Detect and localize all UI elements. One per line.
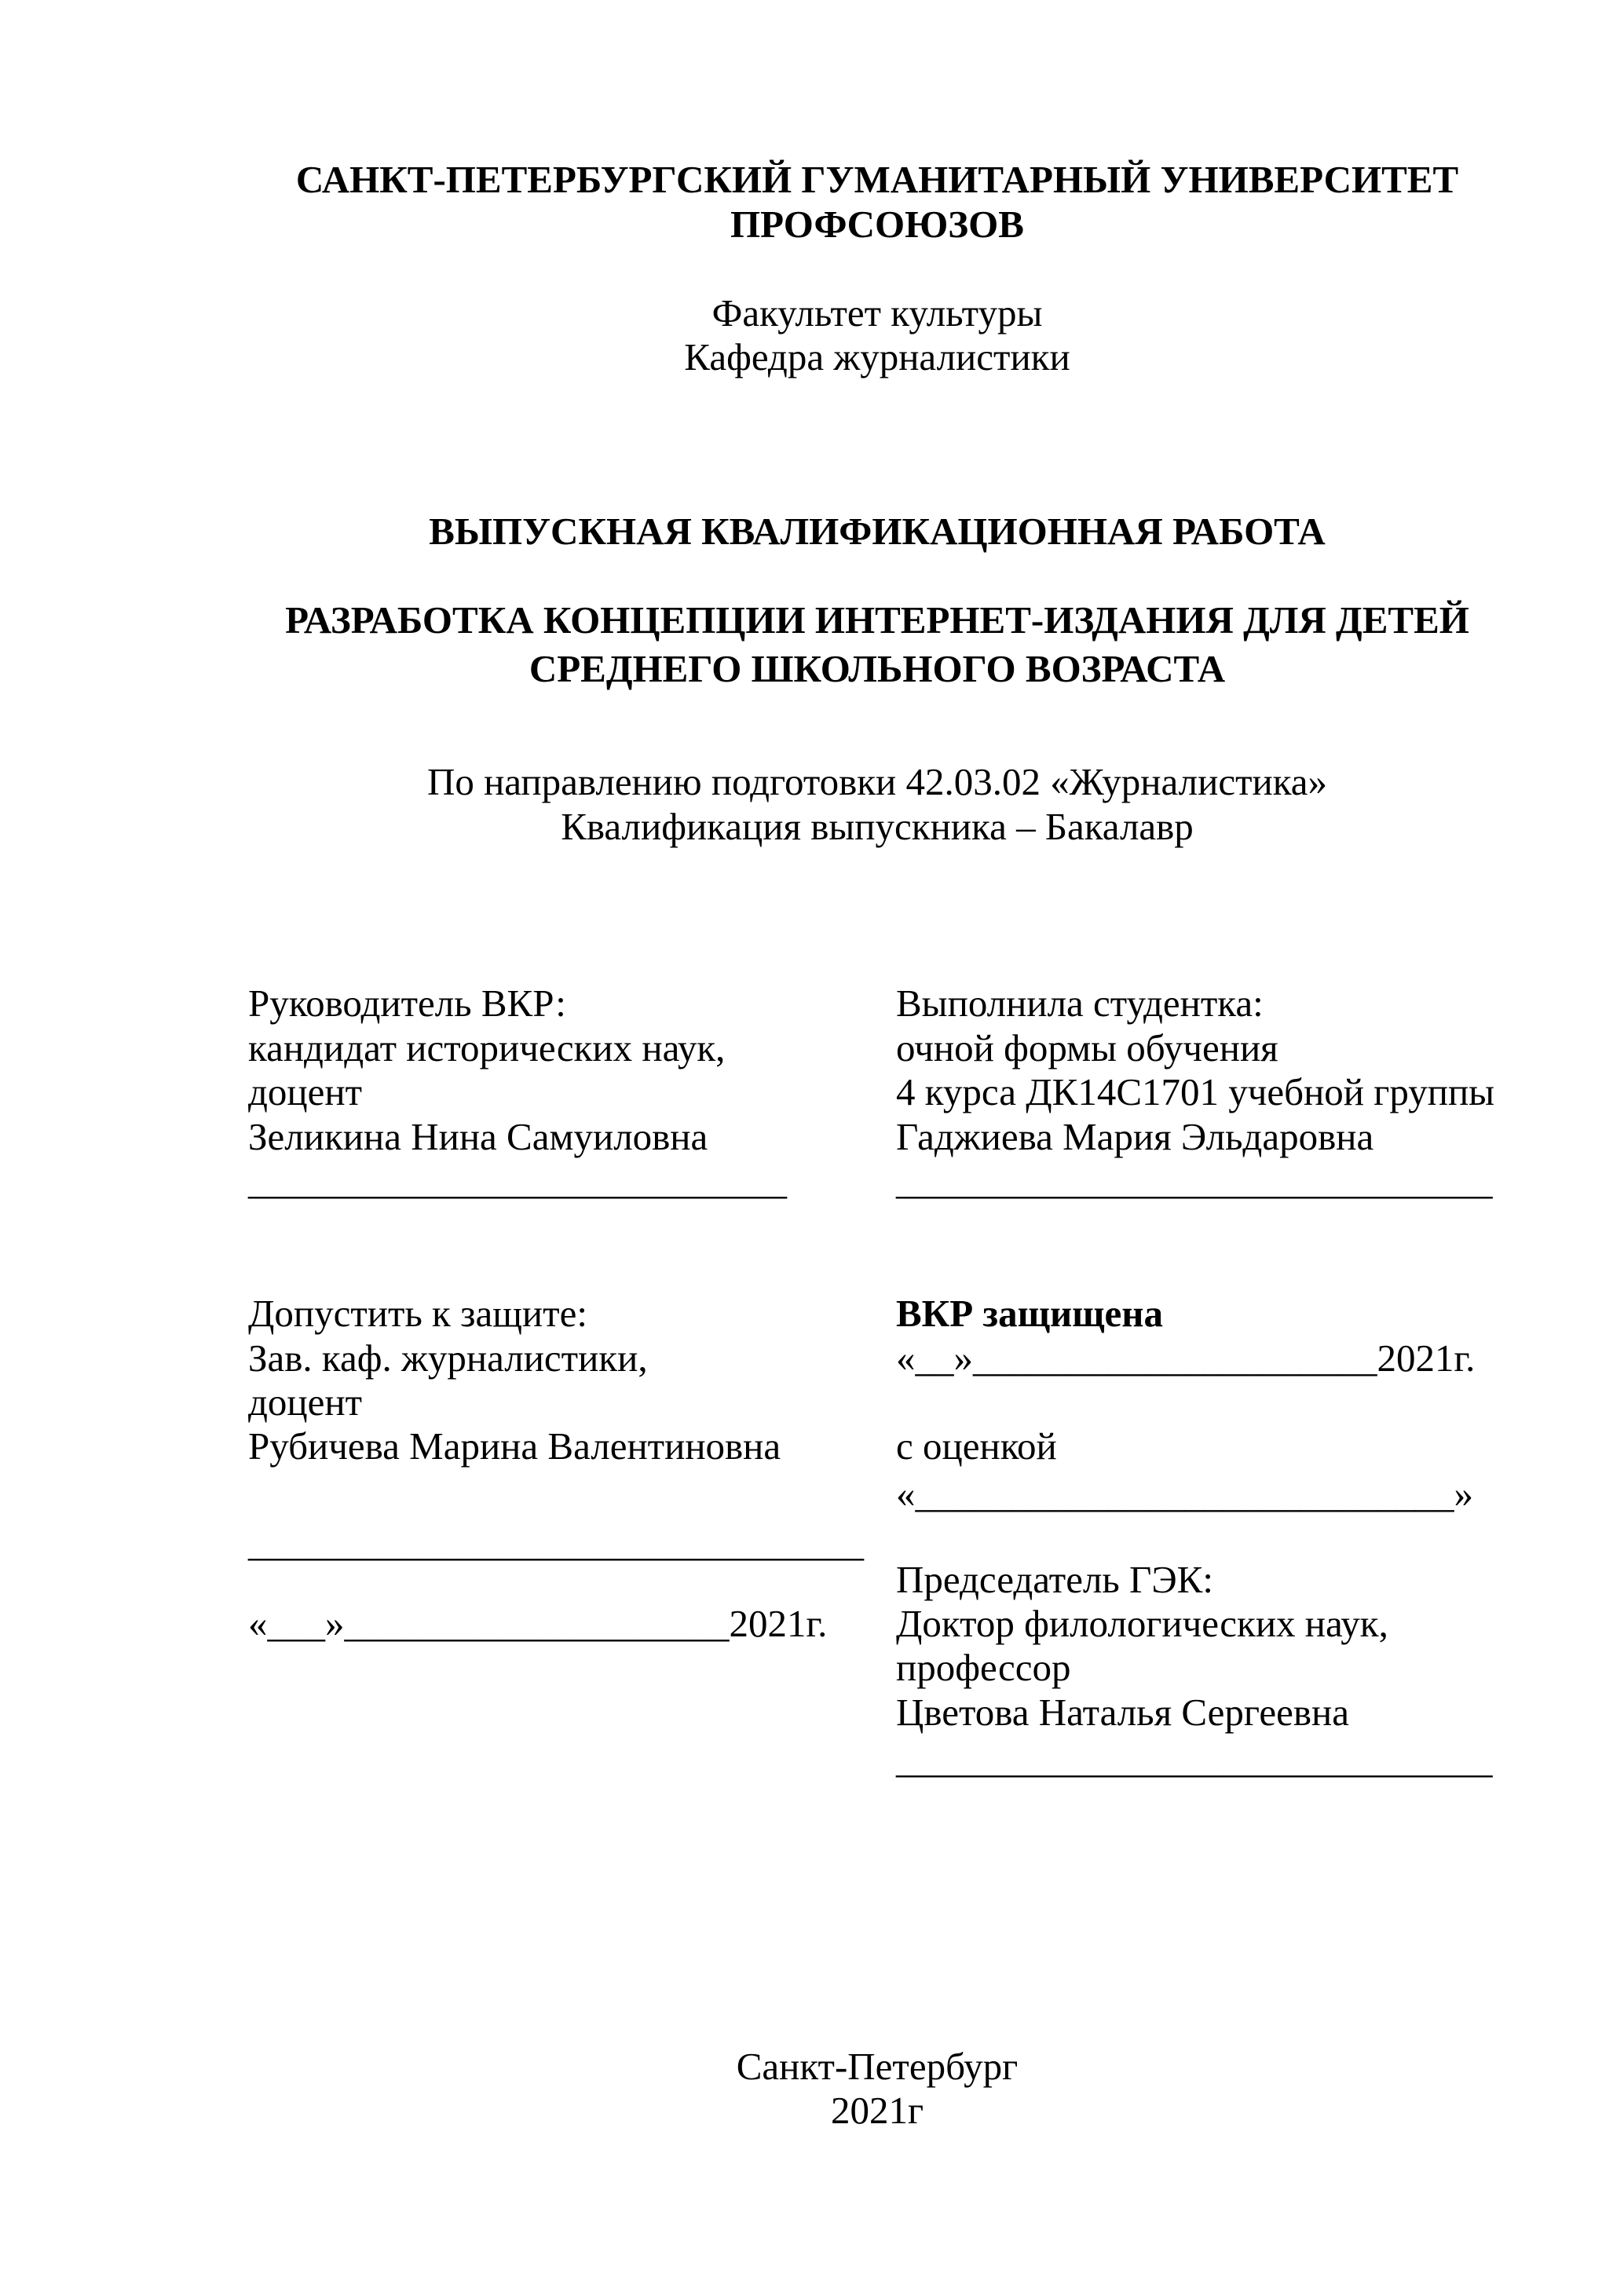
admission-name: Рубичева Марина Валентиновна	[248, 1424, 781, 1468]
admission-signature-line: ________________________________	[248, 1521, 864, 1564]
defense-date-line: «__»_____________________2021г.	[896, 1336, 1476, 1380]
grade-label: с оценкой	[896, 1424, 1057, 1468]
chair-label: Председатель ГЭК:	[896, 1558, 1213, 1601]
work-type: ВЫПУСКНАЯ КВАЛИФИКАЦИОННАЯ РАБОТА	[429, 510, 1326, 553]
student-name: Гаджиева Мария Эльдаровна	[896, 1115, 1374, 1158]
supervisor-signature-line: ____________________________	[248, 1159, 787, 1202]
chair-name: Цветова Наталья Сергеевна	[896, 1691, 1349, 1734]
supervisor-label: Руководитель ВКР:	[248, 982, 566, 1025]
study-direction: По направлению подготовки 42.03.02 «Журналистика»	[426, 760, 1328, 803]
year: 2021г	[830, 2089, 924, 2132]
chair-rank: профессор	[896, 1646, 1071, 1689]
admission-rank: доцент	[248, 1380, 363, 1424]
topic-line2: СРЕДНЕГО ШКОЛЬНОГО ВОЗРАСТА	[529, 647, 1226, 690]
grade-line: «____________________________»	[896, 1472, 1473, 1515]
department: Кафедра журналистики	[684, 335, 1070, 378]
topic-line1: РАЗРАБОТКА КОНЦЕПЦИИ ИНТЕРНЕТ-ИЗДАНИЯ ДЛЯ ДЕТЕЙ	[285, 598, 1469, 642]
chair-degree: Доктор филологических наук,	[896, 1602, 1388, 1645]
admission-label: Допустить к защите:	[248, 1292, 587, 1335]
defense-label: ВКР защищена	[896, 1292, 1164, 1335]
student-group: 4 курса ДК14С1701 учебной группы	[896, 1070, 1495, 1113]
student-form: очной формы обучения	[896, 1026, 1278, 1069]
supervisor-rank: доцент	[248, 1070, 363, 1113]
chair-signature-line: _______________________________	[896, 1738, 1493, 1781]
admission-date-line: «___»____________________2021г.	[248, 1602, 828, 1645]
university-name-line1: САНКТ-ПЕТЕРБУРГСКИЙ ГУМАНИТАРНЫЙ УНИВЕРСИТЕТ	[295, 158, 1459, 201]
student-label: Выполнила студентка:	[896, 982, 1264, 1025]
city: Санкт-Петербург	[736, 2045, 1019, 2088]
qualification: Квалификация выпускника – Бакалавр	[561, 805, 1194, 848]
admission-position: Зав. каф. журналистики,	[248, 1336, 648, 1380]
university-name-line2: ПРОФСОЮЗОВ	[730, 203, 1024, 246]
supervisor-degree: кандидат исторических наук,	[248, 1026, 726, 1069]
student-signature-line: _______________________________	[896, 1159, 1493, 1202]
supervisor-name: Зеликина Нина Самуиловна	[248, 1115, 708, 1158]
faculty: Факультет культуры	[711, 291, 1043, 335]
